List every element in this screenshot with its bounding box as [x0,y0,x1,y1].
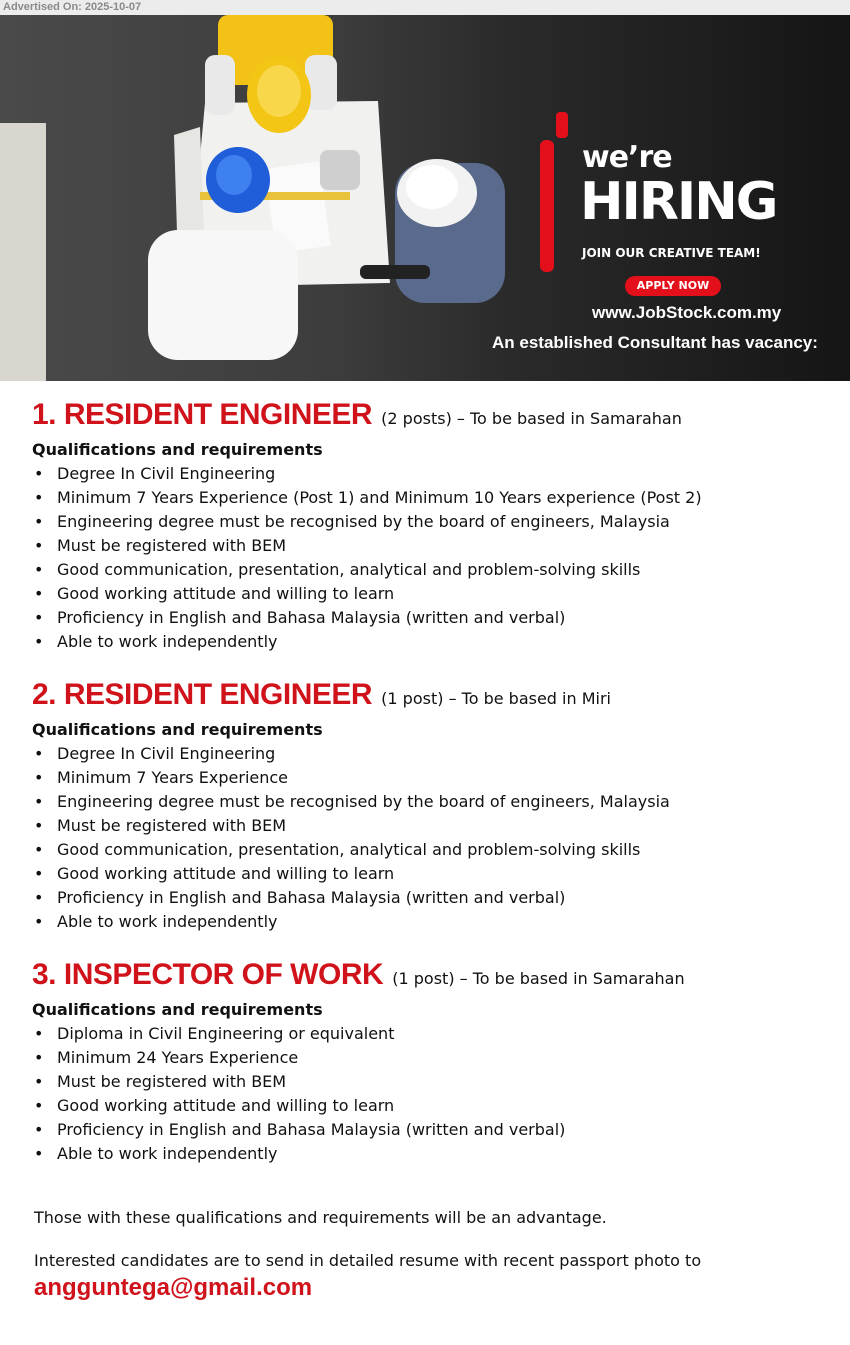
job-section [32,958,832,1166]
job-section [32,678,832,934]
requirements-heading: Qualifications and requirements [32,440,323,459]
job-subtitle: (1 post) – To be based in Samarahan [392,969,685,988]
exclamation-bar-shape [540,140,554,272]
advantage-note: Those with these qualifications and requirements will be an advantage. [34,1208,607,1227]
job-content [32,398,832,1302]
advertised-date: Advertised On: 2025-10-07 [0,0,850,15]
list-item: • Good communication, presentation, analytical and problem-solving skills [32,558,832,582]
list-item: • Proficiency in English and Bahasa Malaysia (written and verbal) [32,886,832,910]
list-item: • Minimum 7 Years Experience (Post 1) and Minimum 10 Years experience (Post 2) [32,486,832,510]
list-item: • Good working attitude and willing to learn [32,582,832,606]
list-item: • Good working attitude and willing to learn [32,862,832,886]
job-header [32,678,832,718]
vacancy-text: An established Consultant has vacancy: [492,333,818,352]
were-text: we’re [582,140,672,175]
list-item: • Degree In Civil Engineering [32,742,832,766]
hiring-graphic [540,110,830,290]
requirements-list [32,1022,832,1166]
requirements-heading: Qualifications and requirements [32,720,323,739]
job-subtitle: (1 post) – To be based in Miri [381,689,611,708]
job-title: 1. RESIDENT ENGINEER [32,398,373,431]
list-item: • Engineering degree must be recognised by the board of engineers, Malaysia [32,790,832,814]
list-item: • Proficiency in English and Bahasa Malaysia (written and verbal) [32,606,832,630]
list-item: • Diploma in Civil Engineering or equivalent [32,1022,832,1046]
hiring-text: HIRING [580,172,777,232]
apply-instructions: Interested candidates are to send in detailed resume with recent passport photo to [34,1251,702,1270]
exclamation-dot-shape [556,112,568,138]
list-item: • Minimum 7 Years Experience [32,766,832,790]
apply-now-button[interactable]: APPLY NOW [625,276,721,296]
requirements-heading: Qualifications and requirements [32,1000,323,1019]
list-item: • Must be registered with BEM [32,814,832,838]
website-link[interactable]: www.JobStock.com.my [592,303,782,322]
job-subtitle: (2 posts) – To be based in Samarahan [381,409,682,428]
list-item: • Able to work independently [32,910,832,934]
job-title: 3. INSPECTOR OF WORK [32,958,384,991]
list-item: • Able to work independently [32,630,832,654]
contact-email-link[interactable]: angguntega@gmail.com [34,1274,313,1301]
join-team-text: JOIN OUR CREATIVE TEAM! [582,246,761,260]
list-item: • Engineering degree must be recognised by the board of engineers, Malaysia [32,510,832,534]
list-item: • Proficiency in English and Bahasa Malaysia (written and verbal) [32,1118,832,1142]
job-header [32,958,832,998]
requirements-list [32,742,832,934]
list-item: • Good communication, presentation, analytical and problem-solving skills [32,838,832,862]
list-item: • Good working attitude and willing to learn [32,1094,832,1118]
list-item: • Must be registered with BEM [32,534,832,558]
engineers-photo [0,15,520,381]
requirements-list [32,462,832,654]
list-item: • Must be registered with BEM [32,1070,832,1094]
hiring-banner [0,15,850,381]
list-item: • Able to work independently [32,1142,832,1166]
job-title: 2. RESIDENT ENGINEER [32,678,373,711]
job-section [32,398,832,654]
job-header [32,398,832,438]
list-item: • Degree In Civil Engineering [32,462,832,486]
list-item: • Minimum 24 Years Experience [32,1046,832,1070]
